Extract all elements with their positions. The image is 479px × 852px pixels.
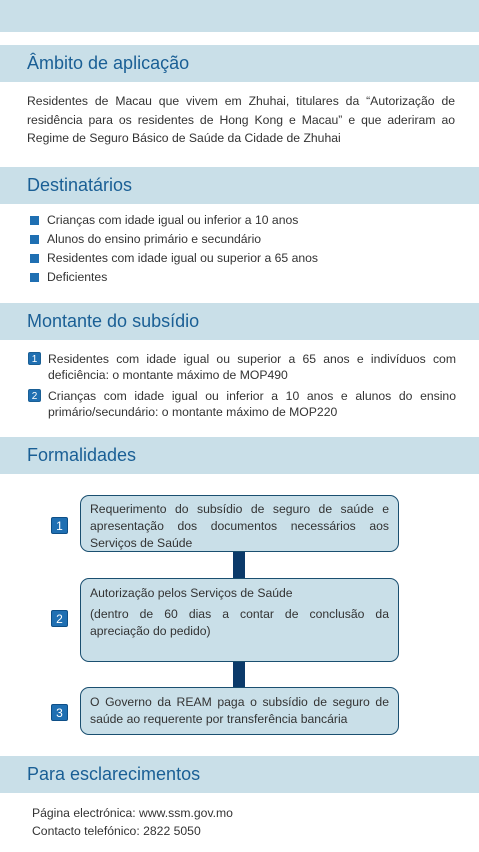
section-title: Formalidades: [27, 445, 137, 465]
ambito-text: Residentes de Macau que vivem em Zhuhai, titulares da “Autorização de residência para os residentes de Hong Kong e Macau” e que aderiram ao Regime de Seguro Básico de Saúde da Cidade de Zhuhai: [27, 94, 455, 145]
section-header-esclarecimentos: [0, 756, 479, 793]
section-header-ambito: [0, 45, 479, 82]
step-text: Requerimento do subsídio de seguro de saúde e apresentação dos documentos necessários aos Serviços de Saúde: [90, 502, 389, 550]
section-header-formalidades: [0, 437, 479, 474]
list-item: Residentes com idade igual ou superior a 65 anos: [30, 249, 318, 268]
flow-connector: [233, 550, 245, 580]
contact-web: Página electrónica: www.ssm.gov.mo: [32, 806, 233, 820]
step-number-badge: 2: [51, 610, 68, 627]
number-badge: 1: [28, 352, 41, 365]
step-text: Autorização pelos Serviços de Saúde: [90, 586, 293, 600]
section-title: Âmbito de aplicação: [27, 53, 190, 73]
bullet-square-icon: [30, 216, 39, 225]
flow-connector: [233, 660, 245, 690]
list-item: Alunos do ensino primário e secundário: [30, 230, 318, 249]
flow-step-1: [80, 495, 399, 552]
flow-step-3: [80, 687, 399, 735]
montante-list: [28, 351, 456, 425]
section-title: Montante do subsídio: [27, 311, 200, 331]
top-band: [0, 0, 479, 32]
contact-phone: Contacto telefónico: 2822 5050: [32, 824, 201, 838]
list-item: 1 Residentes com idade igual ou superior a 65 anos e indivíduos com deficiência: o montante máximo de MOP490: [28, 351, 456, 383]
flow-step-2: [80, 578, 399, 662]
list-item: Deficientes: [30, 268, 318, 287]
step-number-badge: 1: [51, 517, 68, 534]
bullet-square-icon: [30, 254, 39, 263]
bullet-square-icon: [30, 235, 39, 244]
section-title: Destinatários: [27, 175, 133, 195]
list-item: Crianças com idade igual ou inferior a 10 anos: [30, 211, 318, 230]
step-subtext: (dentro de 60 dias a contar de conclusão da apreciação do pedido): [90, 607, 389, 638]
section-header-destinatarios: [0, 167, 479, 204]
step-number-badge: 3: [51, 704, 68, 721]
list-item: 2 Crianças com idade igual ou inferior a 10 anos e alunos do ensino primário/secundário: o montante máximo de MOP220: [28, 388, 456, 420]
bullet-square-icon: [30, 273, 39, 282]
number-badge: 2: [28, 389, 41, 402]
destinatarios-list: [30, 211, 318, 287]
section-title: Para esclarecimentos: [27, 764, 201, 784]
step-text: O Governo da REAM paga o subsídio de seguro de saúde ao requerente por transferência bancária: [90, 695, 389, 726]
section-header-montante: [0, 303, 479, 340]
